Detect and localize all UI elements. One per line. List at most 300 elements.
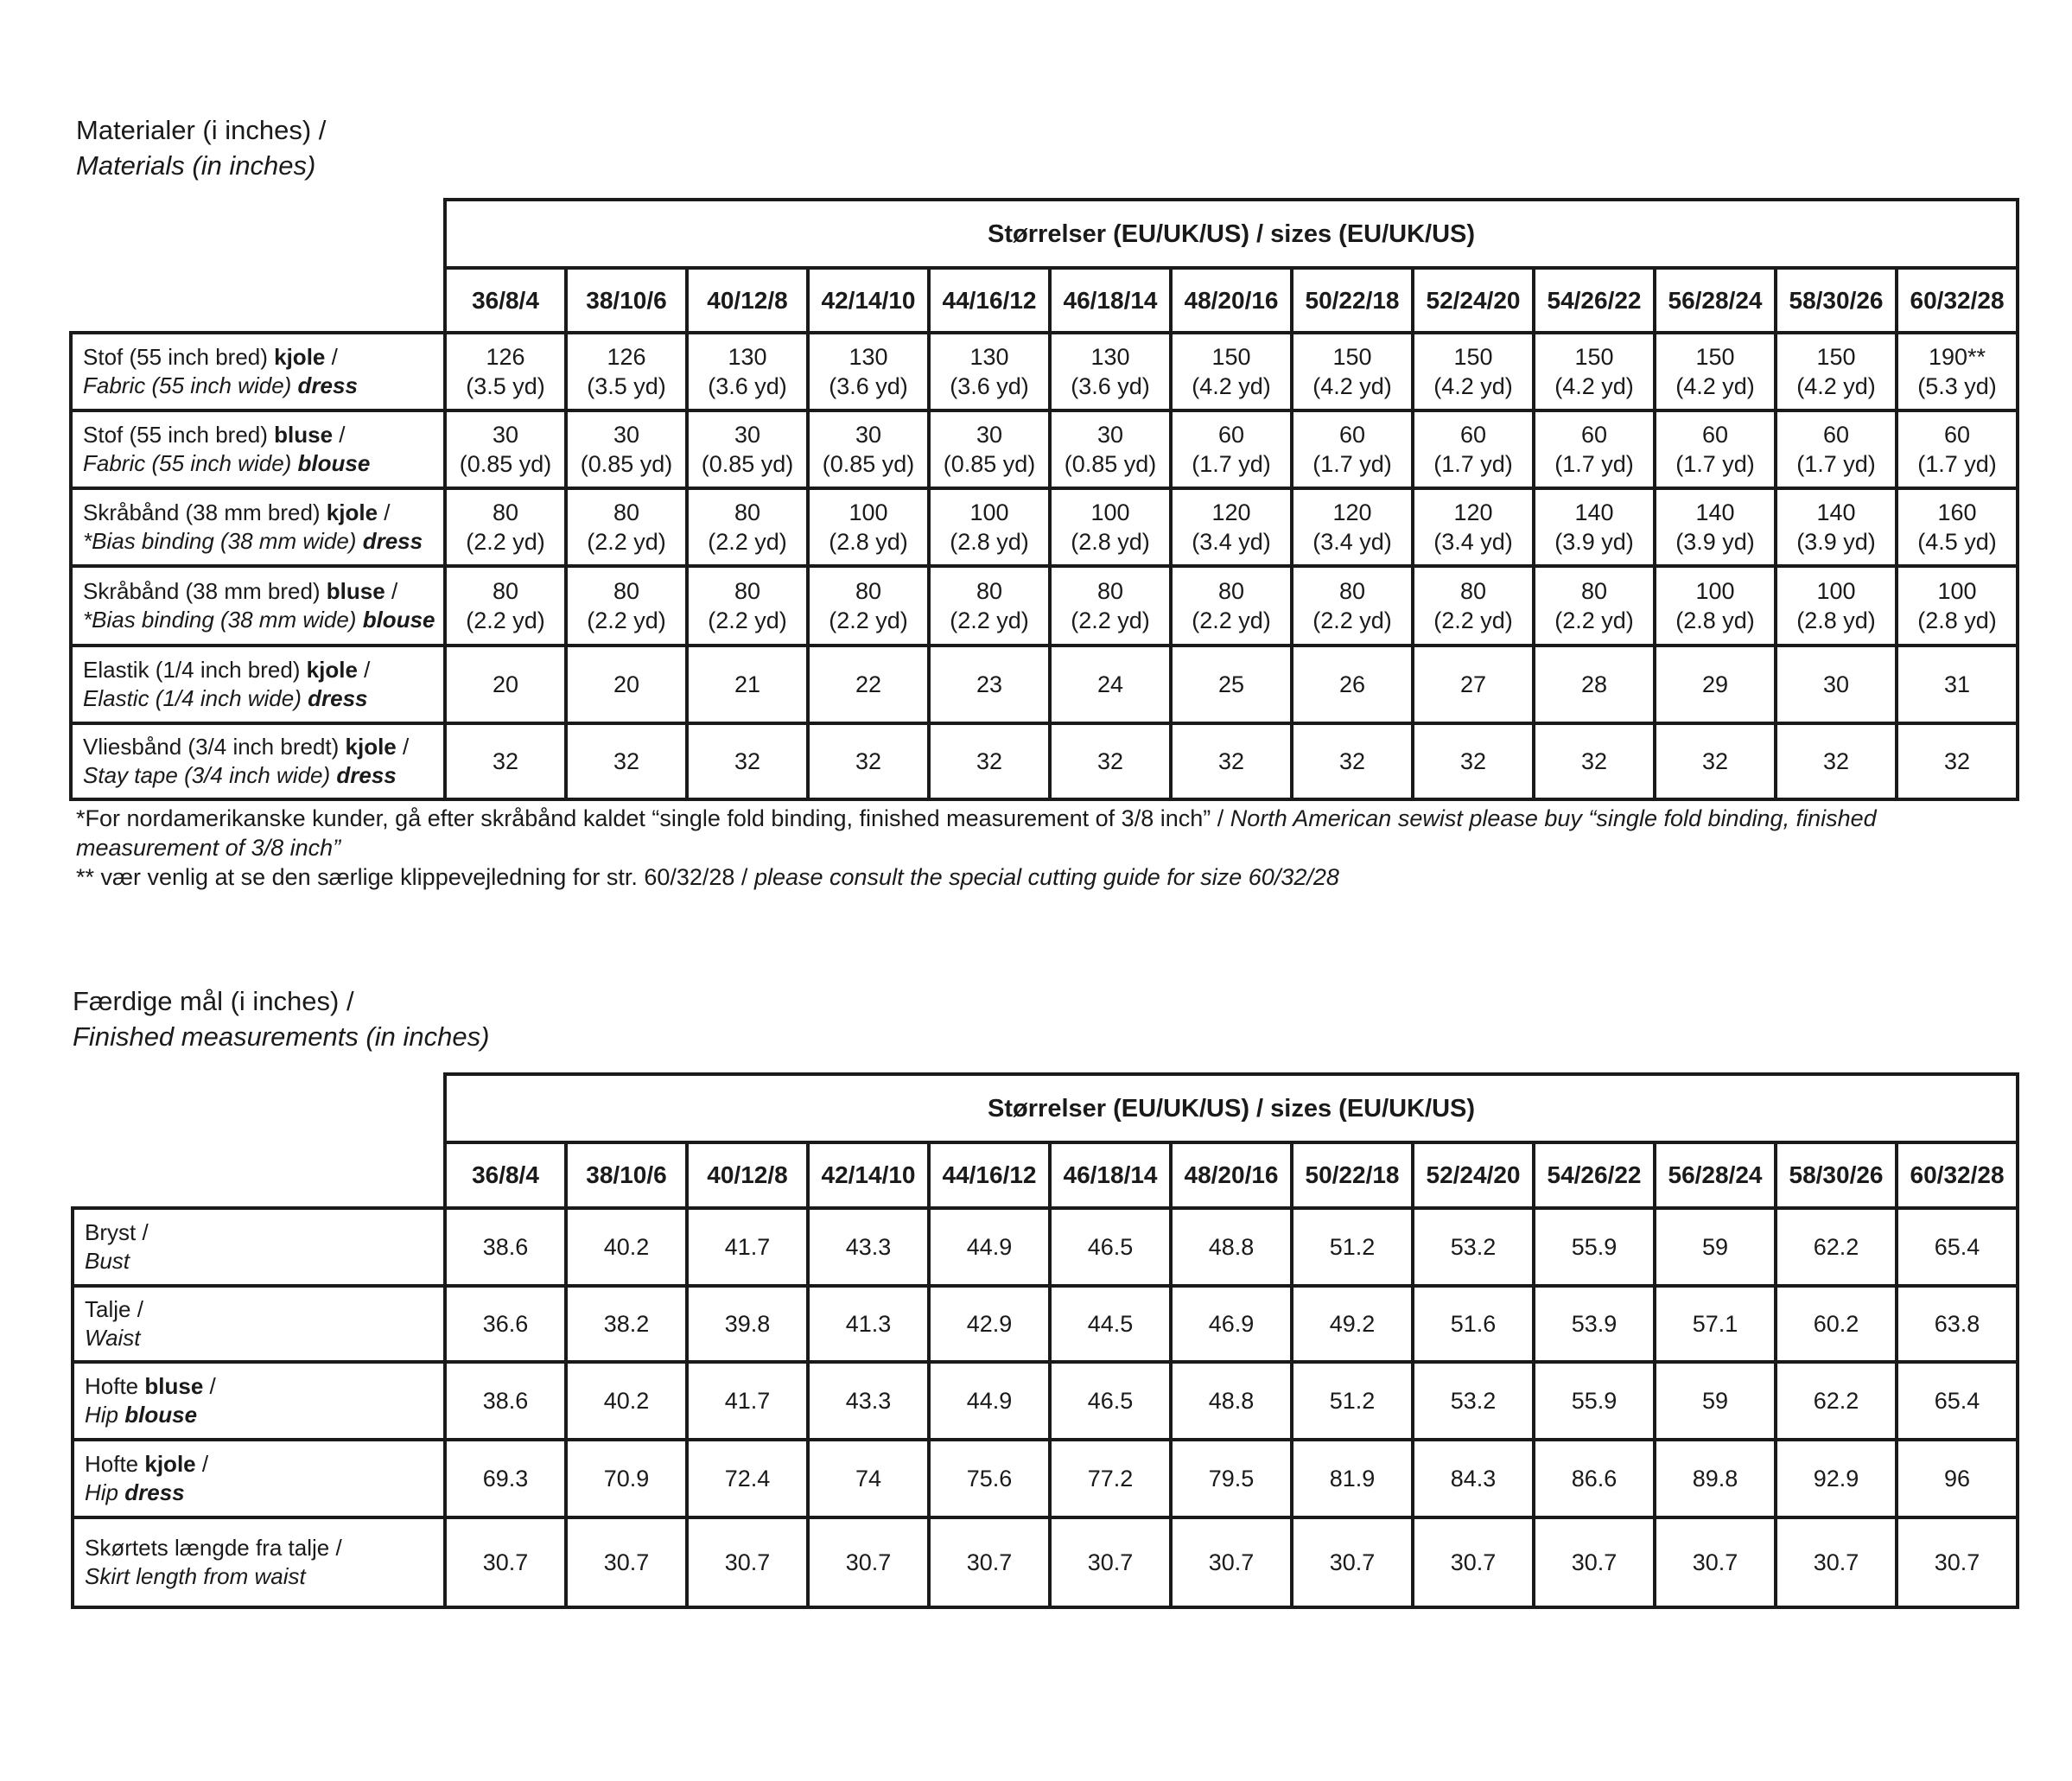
value-inches: 30 <box>613 422 640 448</box>
row-label-en <box>83 372 443 400</box>
blank-corner <box>71 200 445 268</box>
value-cell <box>1534 723 1655 799</box>
value-inches: 80 <box>734 499 761 525</box>
note-bias-binding-da: *For nordamerikanske kunder, gå efter skråbånd kaldet “single fold binding, finished measurement of 3/8 inch” / <box>76 805 1230 831</box>
value-yards: (4.2 yd) <box>1312 373 1392 399</box>
size-header: 36/8/4 <box>445 1142 566 1208</box>
value-inches: 100 <box>1816 578 1856 604</box>
row-label-da-end: / <box>325 344 338 370</box>
value-inches: 80 <box>1096 578 1124 604</box>
value-cell <box>687 488 808 566</box>
value-cell <box>1050 723 1171 799</box>
value-yards: (2.2 yd) <box>1192 607 1271 633</box>
value-cell <box>929 566 1050 646</box>
row-label-da-bold: kjole <box>144 1451 196 1477</box>
value-inches: 32 <box>976 748 1003 774</box>
value-yards: (2.2 yd) <box>708 607 787 633</box>
blank-corner <box>71 268 445 333</box>
row-label-da-end: / <box>203 1373 216 1399</box>
value-cell <box>808 646 929 723</box>
value-cell: 40.2 <box>566 1362 687 1440</box>
value-cell: 62.2 <box>1776 1208 1897 1286</box>
note-cutting-guide-da: ** vær venlig at se den særlige klippevejledning for str. 60/32/28 / <box>76 864 754 890</box>
row-label-da-bold: bluse <box>144 1373 204 1399</box>
value-inches: 29 <box>1701 671 1729 697</box>
value-cell <box>1534 410 1655 488</box>
value-cell: 92.9 <box>1776 1440 1897 1517</box>
table-row <box>71 723 2018 799</box>
value-cell <box>929 646 1050 723</box>
value-cell: 53.2 <box>1413 1362 1534 1440</box>
value-cell: 63.8 <box>1897 1286 2018 1362</box>
value-cell: 53.2 <box>1413 1208 1534 1286</box>
value-inches: 28 <box>1580 671 1608 697</box>
value-inches: 100 <box>1937 578 1977 604</box>
value-cell <box>1413 333 1534 410</box>
value-cell <box>929 333 1050 410</box>
value-cell: 79.5 <box>1171 1440 1292 1517</box>
value-cell: 30.7 <box>1050 1517 1171 1607</box>
row-label-da <box>83 499 443 527</box>
value-inches: 150 <box>1574 344 1614 370</box>
value-cell <box>566 646 687 723</box>
value-cell <box>1292 566 1413 646</box>
row-label-da-bold: bluse <box>274 422 334 448</box>
row-label-da-text: Bryst / <box>85 1219 149 1245</box>
finished-table <box>71 1072 2019 1609</box>
row-label-da-text: Skråbånd (38 mm bred) <box>83 578 327 604</box>
value-cell <box>1897 566 2018 646</box>
value-cell <box>1413 410 1534 488</box>
row-label-en <box>83 684 443 713</box>
value-cell: 30.7 <box>929 1517 1050 1607</box>
value-cell: 43.3 <box>808 1362 929 1440</box>
value-cell: 81.9 <box>1292 1440 1413 1517</box>
value-inches: 25 <box>1217 671 1245 697</box>
row-label-en-bold: blouse <box>362 607 435 633</box>
row-label-en-bold: dress <box>362 528 423 554</box>
value-yards: (2.2 yd) <box>1312 607 1392 633</box>
value-cell <box>1171 410 1292 488</box>
value-cell <box>1776 646 1897 723</box>
value-cell <box>566 566 687 646</box>
materials-heading-da: Materialer (i inches) / <box>76 115 327 145</box>
row-label-da-text: Stof (55 inch bred) <box>83 422 275 448</box>
value-inches: 80 <box>492 578 519 604</box>
value-inches: 30 <box>1096 422 1124 448</box>
value-cell <box>1171 566 1292 646</box>
row-label-en-text: *Bias binding (38 mm wide) <box>83 528 363 554</box>
value-cell <box>1413 488 1534 566</box>
value-cell <box>1897 410 2018 488</box>
size-header: 52/24/20 <box>1413 268 1534 333</box>
value-cell: 74 <box>808 1440 929 1517</box>
row-label-da-end: / <box>357 657 371 683</box>
row-label-en <box>83 449 443 478</box>
value-yards: (2.2 yd) <box>466 529 545 555</box>
value-inches: 60 <box>1701 422 1729 448</box>
row-label-da <box>85 1534 443 1562</box>
value-inches: 20 <box>492 671 519 697</box>
value-cell <box>1050 488 1171 566</box>
value-inches: 130 <box>969 344 1009 370</box>
value-cell <box>1776 410 1897 488</box>
row-label-en-text: Hip <box>85 1479 125 1505</box>
value-inches: 140 <box>1695 499 1735 525</box>
value-cell <box>1776 723 1897 799</box>
row-label <box>73 1362 445 1440</box>
size-header: 40/12/8 <box>687 1142 808 1208</box>
value-inches: 130 <box>849 344 888 370</box>
value-yards: (5.3 yd) <box>1917 373 1997 399</box>
table-row <box>71 488 2018 566</box>
row-label-da-text: Elastik (1/4 inch bred) <box>83 657 307 683</box>
value-yards: (3.9 yd) <box>1554 529 1634 555</box>
value-cell <box>566 410 687 488</box>
row-label <box>71 566 445 646</box>
row-label-da <box>85 1372 443 1401</box>
value-cell <box>1897 488 2018 566</box>
value-inches: 32 <box>1822 748 1850 774</box>
value-cell <box>1292 410 1413 488</box>
value-inches: 31 <box>1944 671 1971 697</box>
size-header: 56/28/24 <box>1655 268 1776 333</box>
row-label-da <box>83 343 443 372</box>
row-label-en-text: Elastic (1/4 inch wide) <box>83 685 308 711</box>
row-label-en-text: *Bias binding (38 mm wide) <box>83 607 363 633</box>
value-yards: (3.4 yd) <box>1433 529 1513 555</box>
value-yards: (2.8 yd) <box>1796 607 1876 633</box>
value-cell: 30.7 <box>1171 1517 1292 1607</box>
size-header: 54/26/22 <box>1534 1142 1655 1208</box>
value-cell <box>1050 566 1171 646</box>
row-label-en-bold: dress <box>124 1479 185 1505</box>
value-cell: 69.3 <box>445 1440 566 1517</box>
row-label-da-end: / <box>396 734 410 760</box>
value-cell: 30.7 <box>1897 1517 2018 1607</box>
value-cell <box>1171 333 1292 410</box>
row-label-da <box>85 1295 443 1324</box>
value-inches: 150 <box>1816 344 1856 370</box>
value-cell: 38.2 <box>566 1286 687 1362</box>
value-yards: (3.9 yd) <box>1675 529 1755 555</box>
value-yards: (1.7 yd) <box>1554 451 1634 477</box>
row-label-da-end: / <box>333 422 346 448</box>
row-label-en-text: Fabric (55 inch wide) <box>83 372 298 398</box>
value-inches: 100 <box>849 499 888 525</box>
row-label <box>73 1440 445 1517</box>
value-inches: 30 <box>1822 671 1850 697</box>
value-cell <box>687 333 808 410</box>
row-label-da <box>83 577 443 606</box>
value-inches: 32 <box>1459 748 1487 774</box>
row-label-en-text: Waist <box>85 1325 141 1351</box>
value-inches: 80 <box>613 578 640 604</box>
row-label-en-bold: blouse <box>124 1402 198 1428</box>
size-header: 50/22/18 <box>1292 1142 1413 1208</box>
value-yards: (3.5 yd) <box>587 373 666 399</box>
value-yards: (0.85 yd) <box>822 451 915 477</box>
value-yards: (2.2 yd) <box>587 607 666 633</box>
value-cell: 30.7 <box>687 1517 808 1607</box>
value-cell <box>1292 333 1413 410</box>
row-label <box>71 646 445 723</box>
value-cell: 48.8 <box>1171 1362 1292 1440</box>
value-inches: 60 <box>1459 422 1487 448</box>
size-header: 46/18/14 <box>1050 268 1171 333</box>
row-label-da-text: Hofte <box>85 1373 145 1399</box>
materials-table <box>69 198 2019 801</box>
finished-heading-en: Finished measurements (in inches) <box>73 1021 490 1052</box>
value-cell: 46.5 <box>1050 1208 1171 1286</box>
value-yards: (4.2 yd) <box>1433 373 1513 399</box>
size-header: 40/12/8 <box>687 268 808 333</box>
value-cell: 59 <box>1655 1208 1776 1286</box>
value-yards: (2.8 yd) <box>1917 607 1997 633</box>
table-row <box>71 410 2018 488</box>
value-inches: 80 <box>976 578 1003 604</box>
row-label <box>73 1517 445 1607</box>
table-row <box>73 1362 2018 1440</box>
row-label-da-bold: kjole <box>345 734 397 760</box>
size-header: 58/30/26 <box>1776 268 1897 333</box>
value-cell: 30.7 <box>1413 1517 1534 1607</box>
value-yards: (1.7 yd) <box>1917 451 1997 477</box>
row-label-en <box>83 606 443 634</box>
value-inches: 150 <box>1695 344 1735 370</box>
value-inches: 150 <box>1332 344 1372 370</box>
size-header: 52/24/20 <box>1413 1142 1534 1208</box>
row-label-da-text: Skråbånd (38 mm bred) <box>83 499 327 525</box>
table-row <box>71 566 2018 646</box>
row-label-da-end: / <box>378 499 391 525</box>
value-cell <box>566 723 687 799</box>
value-cell <box>1655 410 1776 488</box>
row-label-en-bold: dress <box>308 685 368 711</box>
value-inches: 120 <box>1453 499 1493 525</box>
value-inches: 26 <box>1338 671 1366 697</box>
value-yards: (1.7 yd) <box>1796 451 1876 477</box>
value-inches: 23 <box>976 671 1003 697</box>
value-cell <box>1655 488 1776 566</box>
value-cell <box>1050 646 1171 723</box>
value-inches: 32 <box>613 748 640 774</box>
table-row <box>73 1286 2018 1362</box>
value-cell: 44.5 <box>1050 1286 1171 1362</box>
value-cell: 43.3 <box>808 1208 929 1286</box>
size-header: 38/10/6 <box>566 1142 687 1208</box>
materials-heading <box>76 112 326 183</box>
value-inches: 100 <box>1695 578 1735 604</box>
value-yards: (2.8 yd) <box>950 529 1029 555</box>
value-cell <box>1655 333 1776 410</box>
row-label-en <box>85 1401 443 1429</box>
value-inches: 24 <box>1096 671 1124 697</box>
value-cell: 60.2 <box>1776 1286 1897 1362</box>
value-yards: (4.5 yd) <box>1917 529 1997 555</box>
value-cell: 30.7 <box>1655 1517 1776 1607</box>
value-cell: 30.7 <box>445 1517 566 1607</box>
value-inches: 30 <box>855 422 882 448</box>
value-cell: 38.6 <box>445 1208 566 1286</box>
row-label <box>71 723 445 799</box>
value-yards: (0.85 yd) <box>701 451 794 477</box>
value-cell <box>445 488 566 566</box>
value-yards: (2.2 yd) <box>950 607 1029 633</box>
value-cell: 30.7 <box>566 1517 687 1607</box>
value-cell <box>1050 333 1171 410</box>
value-inches: 20 <box>613 671 640 697</box>
row-label <box>71 410 445 488</box>
row-label <box>73 1286 445 1362</box>
value-inches: 80 <box>1217 578 1245 604</box>
value-cell <box>1171 723 1292 799</box>
table-row <box>71 333 2018 410</box>
value-cell: 96 <box>1897 1440 2018 1517</box>
row-label-en <box>83 761 443 790</box>
row-label-da <box>83 421 443 449</box>
value-inches: 32 <box>1338 748 1366 774</box>
size-header: 38/10/6 <box>566 268 687 333</box>
value-inches: 32 <box>1944 748 1971 774</box>
row-label-en <box>83 527 443 556</box>
value-cell <box>1413 723 1534 799</box>
value-cell: 51.2 <box>1292 1208 1413 1286</box>
note-bias-binding <box>76 804 1977 862</box>
value-cell: 30.7 <box>1776 1517 1897 1607</box>
finished-heading <box>73 983 489 1054</box>
value-yards: (2.2 yd) <box>708 529 787 555</box>
value-inches: 126 <box>607 344 646 370</box>
row-label-en-text: Skirt length from waist <box>85 1563 306 1589</box>
size-header: 50/22/18 <box>1292 268 1413 333</box>
value-cell <box>808 723 929 799</box>
value-inches: 80 <box>1459 578 1487 604</box>
value-cell: 59 <box>1655 1362 1776 1440</box>
value-cell: 55.9 <box>1534 1208 1655 1286</box>
row-label-da-text: Stof (55 inch bred) <box>83 344 275 370</box>
blank-corner <box>73 1142 445 1208</box>
size-header: 44/16/12 <box>929 268 1050 333</box>
value-cell: 41.7 <box>687 1362 808 1440</box>
value-cell: 49.2 <box>1292 1286 1413 1362</box>
value-yards: (2.8 yd) <box>1675 607 1755 633</box>
value-inches: 32 <box>1701 748 1729 774</box>
row-label-da <box>85 1450 443 1479</box>
value-cell <box>1413 566 1534 646</box>
value-yards: (2.2 yd) <box>1071 607 1150 633</box>
value-yards: (1.7 yd) <box>1675 451 1755 477</box>
row-label-en-bold: blouse <box>297 450 371 476</box>
note-cutting-guide-en: please consult the special cutting guide for size 60/32/28 <box>753 864 1339 890</box>
value-cell: 75.6 <box>929 1440 1050 1517</box>
row-label-da-bold: kjole <box>326 499 378 525</box>
row-label-en-text: Bust <box>85 1248 130 1274</box>
value-yards: (4.2 yd) <box>1796 373 1876 399</box>
value-cell: 86.6 <box>1534 1440 1655 1517</box>
table-row <box>71 646 2018 723</box>
value-cell <box>687 646 808 723</box>
value-yards: (0.85 yd) <box>580 451 673 477</box>
value-yards: (1.7 yd) <box>1312 451 1392 477</box>
value-cell: 51.6 <box>1413 1286 1534 1362</box>
value-cell: 46.5 <box>1050 1362 1171 1440</box>
size-header: 42/14/10 <box>808 268 929 333</box>
materials-notes <box>76 804 1977 892</box>
value-cell <box>445 723 566 799</box>
value-cell <box>808 566 929 646</box>
row-label-da-bold: kjole <box>306 657 358 683</box>
value-cell <box>1413 646 1534 723</box>
value-inches: 100 <box>969 499 1009 525</box>
row-label-en-bold: dress <box>336 762 397 788</box>
row-label-da-end: / <box>385 578 398 604</box>
value-inches: 32 <box>1217 748 1245 774</box>
value-cell: 36.6 <box>445 1286 566 1362</box>
value-cell: 53.9 <box>1534 1286 1655 1362</box>
value-cell <box>1292 488 1413 566</box>
note-bias-binding-en: North American sewist please buy “single fold binding, finished measurement of 3/8 inch” <box>76 805 1877 861</box>
row-label <box>71 488 445 566</box>
value-yards: (2.2 yd) <box>1554 607 1634 633</box>
value-cell: 48.8 <box>1171 1208 1292 1286</box>
value-cell: 40.2 <box>566 1208 687 1286</box>
value-cell <box>445 410 566 488</box>
value-yards: (1.7 yd) <box>1433 451 1513 477</box>
value-cell: 38.6 <box>445 1362 566 1440</box>
value-inches: 30 <box>492 422 519 448</box>
value-yards: (3.6 yd) <box>829 373 908 399</box>
value-inches: 60 <box>1944 422 1971 448</box>
row-label-en <box>85 1324 443 1352</box>
value-cell <box>1897 646 2018 723</box>
row-label-da-end: / <box>195 1451 209 1477</box>
value-yards: (0.85 yd) <box>1064 451 1157 477</box>
value-yards: (4.2 yd) <box>1192 373 1271 399</box>
value-cell <box>929 723 1050 799</box>
row-label-da <box>83 733 443 761</box>
value-cell: 41.7 <box>687 1208 808 1286</box>
row-label-da-text: Vliesbånd (3/4 inch bredt) <box>83 734 346 760</box>
value-inches: 80 <box>1338 578 1366 604</box>
value-inches: 32 <box>1096 748 1124 774</box>
value-inches: 21 <box>734 671 761 697</box>
value-inches: 150 <box>1453 344 1493 370</box>
value-cell <box>1776 333 1897 410</box>
value-inches: 80 <box>613 499 640 525</box>
value-yards: (3.6 yd) <box>708 373 787 399</box>
size-header: 58/30/26 <box>1776 1142 1897 1208</box>
size-header: 36/8/4 <box>445 268 566 333</box>
value-inches: 80 <box>492 499 519 525</box>
row-label-da-bold: kjole <box>274 344 326 370</box>
value-inches: 32 <box>1580 748 1608 774</box>
sizes-banner: Størrelser (EU/UK/US) / sizes (EU/UK/US) <box>445 200 2018 268</box>
size-header: 46/18/14 <box>1050 1142 1171 1208</box>
row-label-en-bold: dress <box>297 372 358 398</box>
value-inches: 150 <box>1211 344 1251 370</box>
size-header: 42/14/10 <box>808 1142 929 1208</box>
value-inches: 120 <box>1211 499 1251 525</box>
row-label <box>71 333 445 410</box>
value-yards: (2.8 yd) <box>829 529 908 555</box>
value-cell: 30.7 <box>1534 1517 1655 1607</box>
value-cell: 65.4 <box>1897 1208 2018 1286</box>
value-cell: 84.3 <box>1413 1440 1534 1517</box>
row-label-en-text: Hip <box>85 1402 125 1428</box>
value-cell: 72.4 <box>687 1440 808 1517</box>
value-cell: 46.9 <box>1171 1286 1292 1362</box>
